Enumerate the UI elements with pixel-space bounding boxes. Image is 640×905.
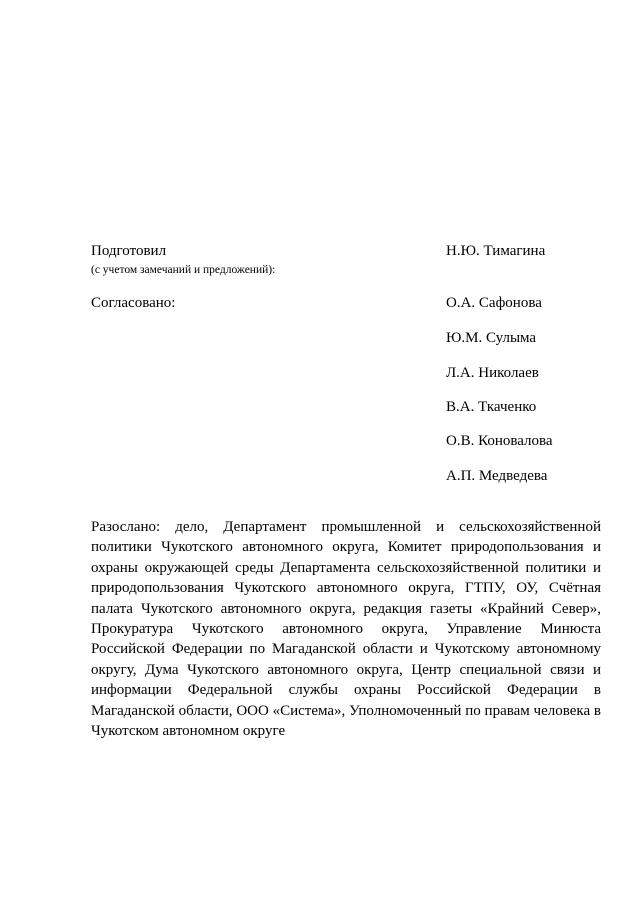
approver-name: Л.А. Николаев <box>446 365 539 381</box>
prepared-label: Подготовил <box>91 243 167 259</box>
approver-name: В.А. Ткаченко <box>446 399 537 415</box>
approver-name: О.А. Сафонова <box>446 295 542 311</box>
distribution-list: Разослано: дело, Департамент промышленной и сельскохозяйственной политики Чукотского автономного округа, Комитет природопользования и охраны окружающей среды Департамента сельскохозяйственной политики и природопользования Чукотского автономного округа, ГТПУ, ОУ, Счётная палата Чукотского автономного округа, редакция газеты «Крайний Север», Прокуратура Чукотского автономного округа, Управление Минюста Российской Федерации по Магаданской области и Чукотскому автономному округу, Дума Чукотского автономного округа, Центр специальной связи и информации Федеральной службы охраны Российской Федерации в Магаданской области, ООО «Система», Уполномоченный по правам человека в Чукотском автономном округе <box>91 519 601 740</box>
approver-name: Ю.М. Сулыма <box>446 330 537 346</box>
approver-name: О.В. Коновалова <box>446 433 553 449</box>
approval-label: Согласовано: <box>91 295 176 311</box>
prepared-name: Н.Ю. Тимагина <box>446 243 546 259</box>
approver-name: А.П. Медведева <box>446 468 548 484</box>
prepared-note: (с учетом замечаний и предложений): <box>91 264 276 276</box>
